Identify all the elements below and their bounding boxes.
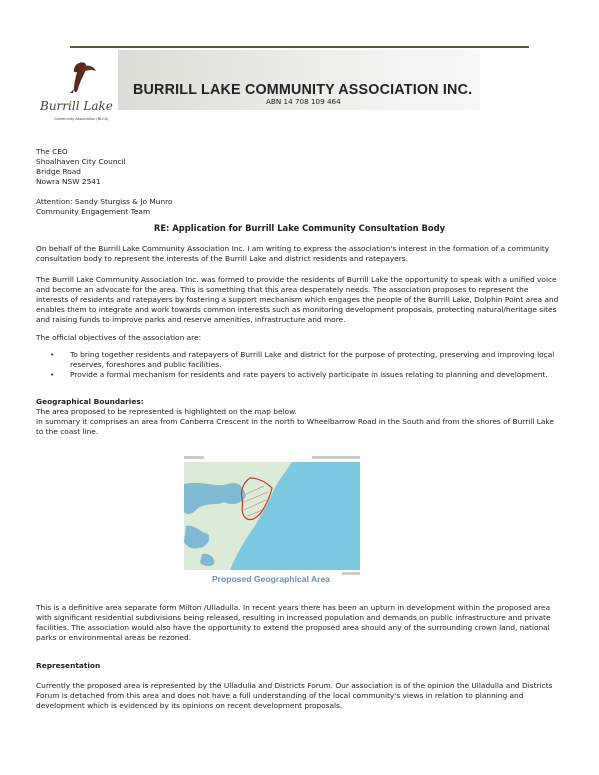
objectives-intro: The official objectives of the association are: <box>36 333 202 342</box>
representation-heading: Representation <box>36 661 101 670</box>
bird-icon <box>36 55 110 135</box>
attention-line: Community Engagement Team <box>36 207 151 216</box>
geo-heading: Geographical Boundaries: <box>36 397 144 406</box>
header-rule <box>70 46 529 48</box>
geo-line: In summary it comprises an area from Canberra Crescent in the north to Wheelbarrow Road in the South and from the shores of Burrill Lake to the coast line. <box>36 417 554 436</box>
address-line: Shoalhaven City Council <box>36 157 126 166</box>
bullet-icon: • <box>50 370 55 379</box>
organisation-name: BURRILL LAKE COMMUNITY ASSOCIATION INC. <box>133 82 473 98</box>
address-line: Bridge Road <box>36 167 81 176</box>
definitive-area-paragraph: This is a definitive area separate form Milton /Ulladulla. In recent years there has been an upturn in development within the proposed area with significant residential subdivisions being released, resulting in increased population and demands on public infrastructure and private facilities. The association would also have the opportunity to extend the proposed area should any of the surrounding crown land, national parks or environmental areas be rezoned. <box>36 603 551 642</box>
geo-section <box>36 397 562 437</box>
representation-paragraph: Currently the proposed area is represented by the Ulladulla and Districts Forum. Our association is of the opinion the Ulladulla and Districts Forum is detached from this area and does not have a full understanding of the local community's views in relation to planning and development which is evidenced by its opinions on recent development proposals. <box>36 681 553 710</box>
recipient-address <box>36 147 126 187</box>
intro-paragraph: On behalf of the Burrill Lake Community Association Inc. I am writing to express the association's interest in the formation of a community consultation body to represent the interests of the Burrill Lake and district residents and ratepayers. <box>36 244 550 263</box>
attention-block <box>36 197 173 217</box>
address-line: Nowra NSW 2541 <box>36 177 101 186</box>
bullet-icon: • <box>50 350 55 359</box>
map-caption: Proposed Geographical Area <box>211 574 331 584</box>
list-item: • To bring together residents and ratepayers of Burrill Lake and district for the purpose of protecting, preserving and improving local reserves, foreshores and public facilities. <box>50 350 555 369</box>
geo-line: The area proposed to be represented is highlighted on the map below. <box>36 407 297 416</box>
subject-line: RE: Application for Burrill Lake Community Consultation Body <box>153 223 446 233</box>
map-image <box>172 454 370 588</box>
objectives-list <box>50 350 562 380</box>
formation-paragraph: The Burrill Lake Community Association Inc. was formed to provide the residents of Burrill Lake the opportunity to speak with a unified voice and become an advocate for the area. This is something that this area desperately needs. The association proposes to represent the interests of residents and ratepayers by fostering a support mechanism which engages the people of the Burrill Lake, Dolphin Point area and enables them to integrate and work towards common interests such as monitoring development proposals, protecting natural/heritage sites and raising funds to improve parks and reserve amenities, infrastructure and more. <box>36 275 559 324</box>
attention-line: Attention: Sandy Sturgiss & Jo Munro <box>36 197 173 206</box>
list-item: • Provide a formal mechanism for residents and rate payers to actively participate in issues relating to planning and development. <box>50 370 548 379</box>
address-line: The CEO <box>36 147 68 156</box>
logo-wordmark: Burrill Lake <box>40 99 113 113</box>
abn-number: ABN 14 708 109 464 <box>266 97 341 106</box>
association-logo <box>36 55 113 135</box>
area-map <box>172 454 370 588</box>
logo-subtitle: Community Association (BLCA) <box>54 117 109 121</box>
